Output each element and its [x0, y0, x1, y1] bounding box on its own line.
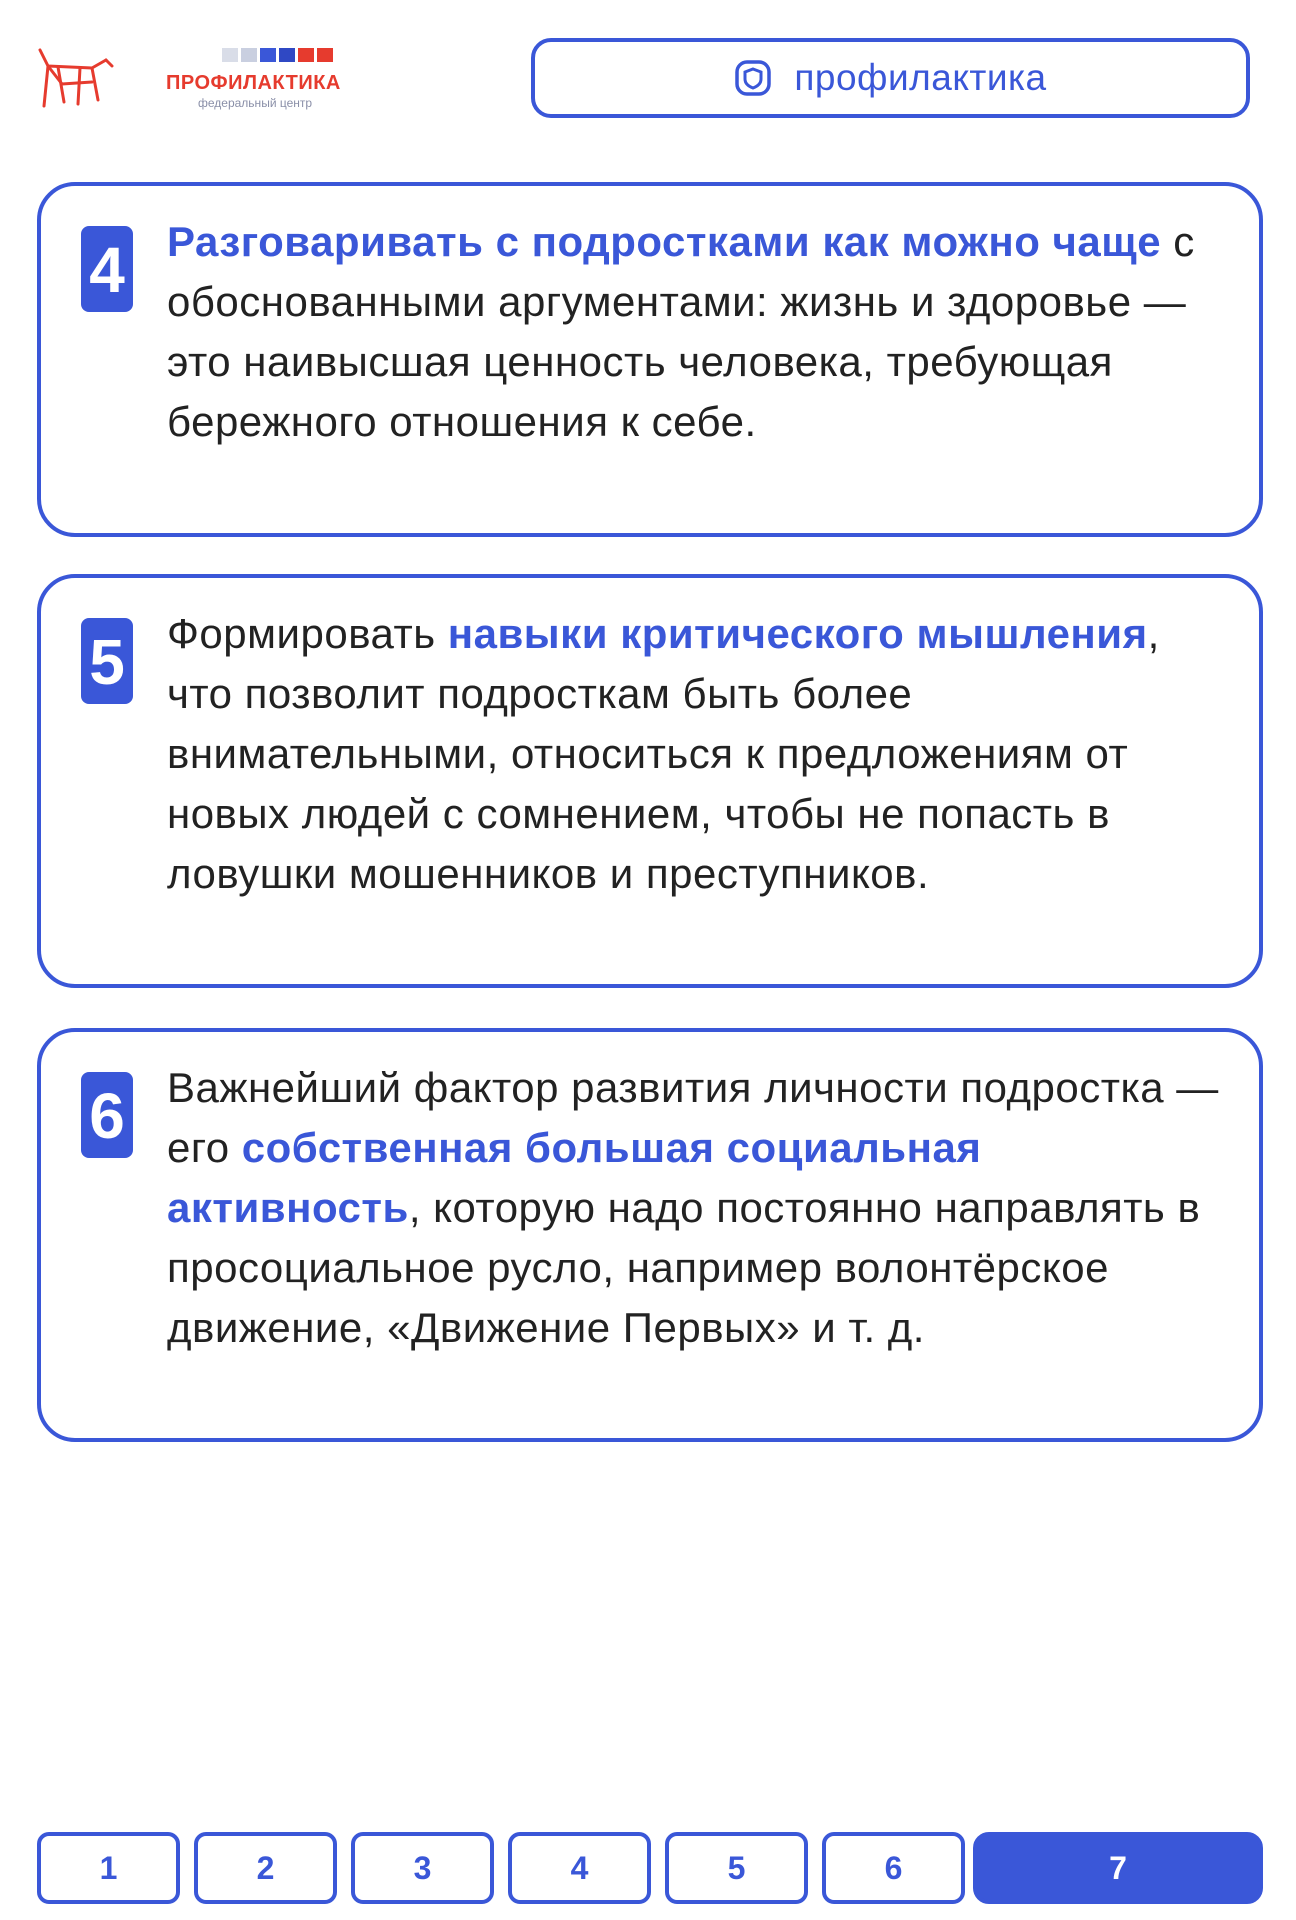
- tip-body: , что позволит подросткам быть более внимательными, относиться к предложениям от новых людей с сомнением, чтобы не попасть в ловушки мошенников и преступников.: [167, 610, 1160, 897]
- tip-highlight: собственная большая социальная активность: [167, 1124, 982, 1231]
- brand-logo: [160, 44, 380, 114]
- tip-body: , которую надо постоянно направлять в просоциальное русло, например волонтёрское движение, «Движение Первых» и т. д.: [167, 1184, 1201, 1351]
- tip-text-5: [167, 604, 1235, 904]
- brand-subtitle: федеральный центр: [198, 96, 313, 110]
- tip-highlight: навыки критического мышления: [447, 610, 1148, 657]
- tip-body: Формировать: [167, 610, 448, 657]
- mascot-logo-icon: [34, 44, 114, 112]
- number-5-icon: [79, 616, 135, 706]
- tip-card-4: [37, 182, 1263, 537]
- page-button-2[interactable]: 2: [194, 1832, 337, 1904]
- page-button-1[interactable]: 1: [37, 1832, 180, 1904]
- pagination: [37, 1832, 1263, 1904]
- tip-text-6: [167, 1058, 1235, 1358]
- page-button-5[interactable]: 5: [665, 1832, 808, 1904]
- tip-highlight: Разговаривать с подростками как можно чаще: [167, 218, 1162, 265]
- instagram-label: профилактика: [794, 57, 1047, 98]
- page-button-4[interactable]: 4: [508, 1832, 651, 1904]
- page-button-3[interactable]: 3: [351, 1832, 494, 1904]
- brand-name: ПРОФИЛАКТИКА: [166, 72, 341, 94]
- page-button-7-active[interactable]: 7: [973, 1832, 1263, 1904]
- number-6-icon: [79, 1070, 135, 1160]
- svg-text:6: 6: [89, 1080, 125, 1152]
- brand-stripes-icon: [222, 48, 334, 62]
- svg-text:4: 4: [89, 234, 125, 306]
- instagram-icon: [734, 59, 772, 97]
- svg-text:5: 5: [89, 626, 125, 698]
- tip-card-6: [37, 1028, 1263, 1442]
- tip-body: с обоснованными аргументами: жизнь и здоровье — это наивысшая ценность человека, требующая бережного отношения к себе.: [167, 218, 1195, 445]
- number-4-icon: [79, 224, 135, 314]
- instagram-link-button[interactable]: [531, 38, 1250, 118]
- tip-body: Важнейший фактор развития личности подростка — его: [167, 1064, 1219, 1171]
- page-button-6[interactable]: 6: [822, 1832, 965, 1904]
- tip-text-4: [167, 212, 1235, 452]
- tip-card-5: [37, 574, 1263, 988]
